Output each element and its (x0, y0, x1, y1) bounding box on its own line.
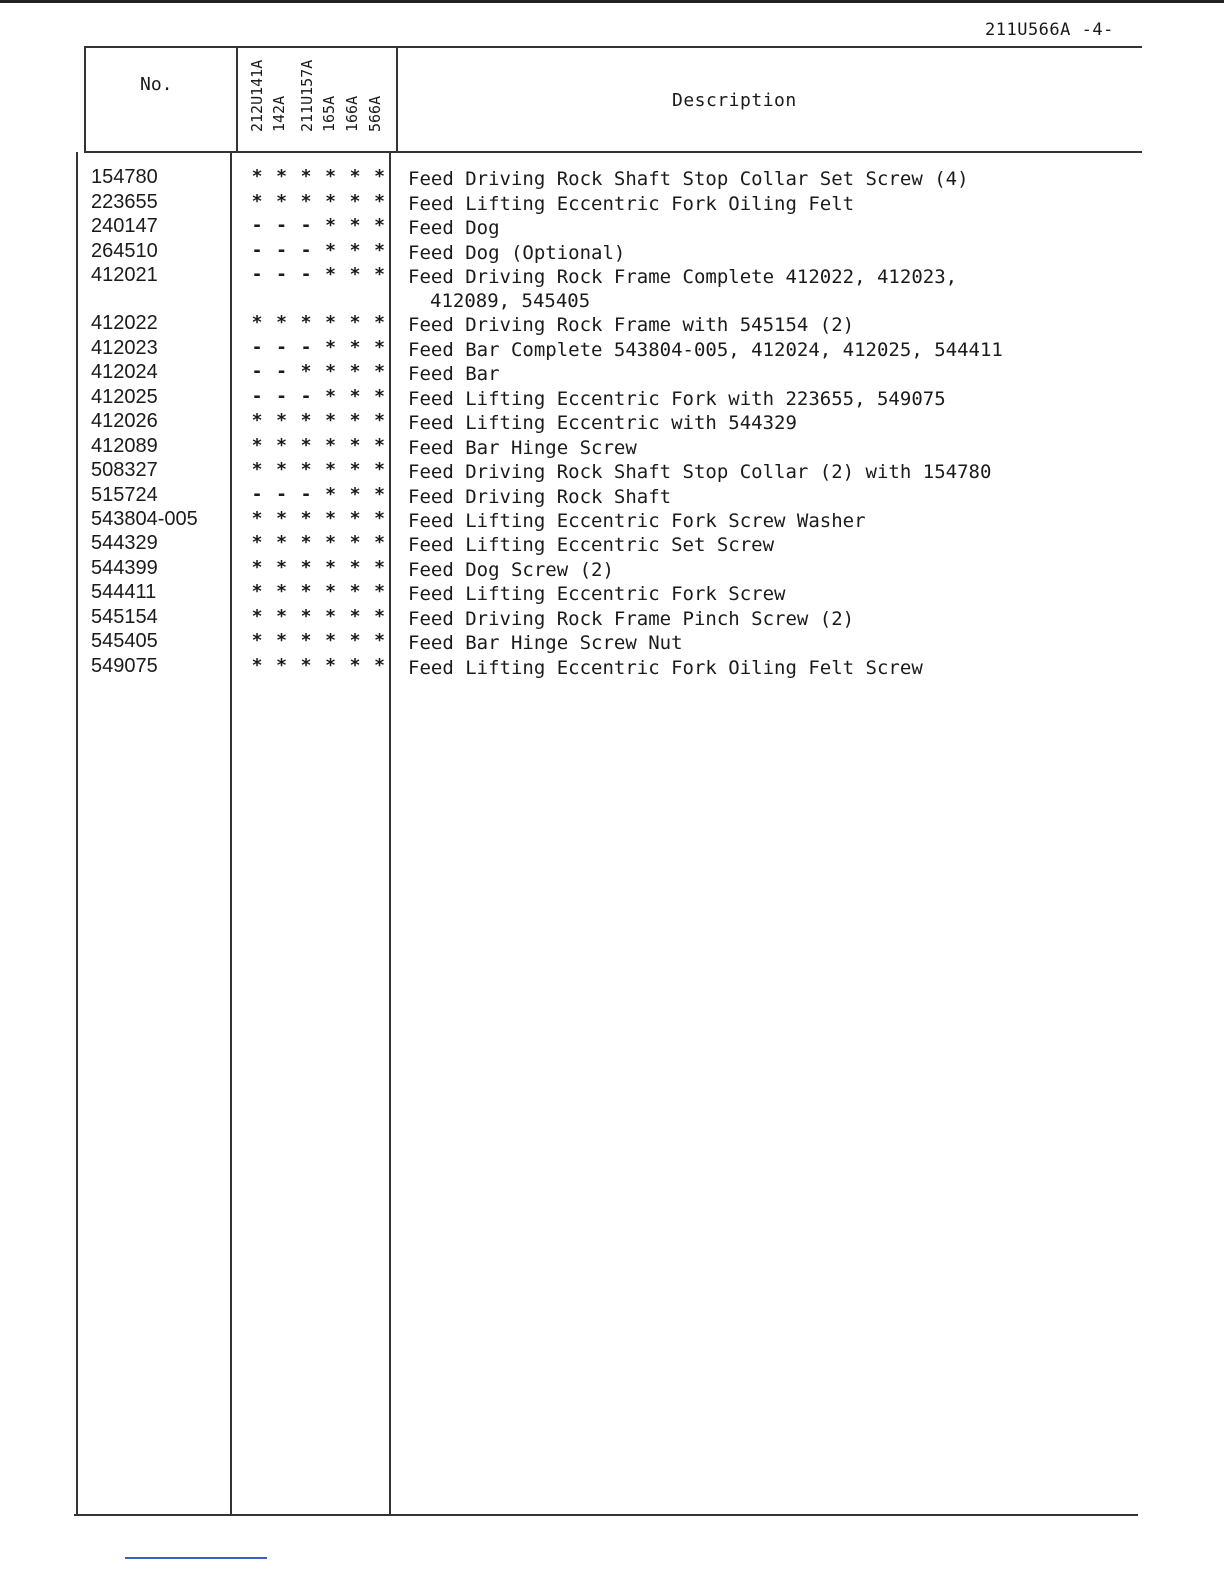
model-applicable-mark: * (251, 166, 263, 187)
model-not-applicable-mark: - (251, 484, 263, 505)
part-description: Feed Lifting Eccentric with 544329 (408, 412, 797, 434)
part-number: 545154 (91, 606, 158, 628)
part-description: Feed Dog (Optional) (408, 242, 626, 264)
part-description: Feed Bar Hinge Screw Nut (408, 632, 683, 654)
model-applicable-mark: * (349, 655, 361, 676)
model-header-5: 166A (343, 95, 361, 132)
model-marks (247, 581, 392, 605)
model-applicable-mark: * (276, 581, 287, 602)
model-applicable-mark: * (325, 484, 336, 505)
model-header-6: 566A (366, 95, 384, 132)
model-applicable-mark: * (276, 410, 287, 431)
model-applicable-mark: * (325, 386, 336, 407)
part-description: Feed Lifting Eccentric Fork Oiling Felt (408, 193, 855, 215)
model-applicable-mark: * (374, 508, 385, 529)
table-row (0, 557, 1140, 581)
table-row (0, 337, 1140, 361)
model-applicable-mark: * (251, 508, 263, 529)
part-description: Feed Driving Rock Frame Pinch Screw (2) (408, 608, 855, 630)
model-applicable-mark: * (374, 630, 385, 651)
part-description: Feed Dog (408, 217, 500, 239)
part-description-continued: 412089, 545405 (430, 290, 591, 312)
model-not-applicable-mark: - (276, 386, 287, 407)
part-number: 412024 (91, 361, 158, 383)
model-applicable-mark: * (276, 435, 287, 456)
part-number: 412021 (91, 264, 158, 286)
model-applicable-mark: * (349, 484, 361, 505)
model-applicable-mark: * (349, 191, 361, 212)
model-applicable-mark: * (325, 532, 336, 553)
model-applicable-mark: * (251, 557, 263, 578)
table-row (0, 655, 1140, 679)
model-applicable-mark: * (374, 337, 385, 358)
part-number: 515724 (91, 484, 158, 506)
part-description: Feed Bar (408, 363, 500, 385)
model-applicable-mark: * (349, 410, 361, 431)
model-header-2: 142A (270, 95, 288, 132)
model-marks (247, 484, 392, 508)
model-marks (247, 606, 392, 630)
part-description: Feed Lifting Eccentric Set Screw (408, 534, 775, 556)
model-applicable-mark: * (300, 166, 312, 187)
table-row (0, 459, 1140, 483)
model-applicable-mark: * (300, 581, 312, 602)
model-applicable-mark: * (374, 459, 385, 480)
model-applicable-mark: * (349, 240, 361, 261)
model-not-applicable-mark: - (276, 337, 287, 358)
model-applicable-mark: * (251, 410, 263, 431)
model-marks (247, 361, 392, 385)
model-applicable-mark: * (349, 532, 361, 553)
model-applicable-mark: * (349, 386, 361, 407)
model-marks (247, 630, 392, 654)
part-description: Feed Dog Screw (2) (408, 559, 614, 581)
model-applicable-mark: * (276, 191, 287, 212)
model-applicable-mark: * (374, 264, 385, 285)
model-applicable-mark: * (300, 410, 312, 431)
model-applicable-mark: * (349, 337, 361, 358)
part-description: Feed Driving Rock Frame Complete 412022, 412023, (408, 266, 958, 288)
model-marks (247, 312, 392, 336)
model-not-applicable-mark: - (276, 215, 287, 236)
header-bottom-border (84, 151, 1142, 153)
model-marks (247, 215, 392, 239)
footer-link-underline (125, 1557, 267, 1559)
model-applicable-mark: * (300, 361, 312, 382)
model-marks (247, 191, 392, 215)
model-marks (247, 337, 392, 361)
table-row (0, 191, 1140, 215)
model-applicable-mark: * (251, 606, 263, 627)
model-applicable-mark: * (300, 532, 312, 553)
model-applicable-mark: * (300, 606, 312, 627)
part-description: Feed Bar Complete 543804-005, 412024, 412025, 544411 (408, 339, 1003, 361)
model-marks (247, 508, 392, 532)
table-row (0, 166, 1140, 190)
model-applicable-mark: * (374, 361, 385, 382)
model-applicable-mark: * (276, 532, 287, 553)
model-applicable-mark: * (325, 264, 336, 285)
model-applicable-mark: * (276, 630, 287, 651)
table-row (0, 410, 1140, 434)
model-applicable-mark: * (300, 191, 312, 212)
model-applicable-mark: * (349, 557, 361, 578)
model-applicable-mark: * (374, 240, 385, 261)
model-applicable-mark: * (374, 312, 385, 333)
model-applicable-mark: * (374, 606, 385, 627)
part-description: Feed Lifting Eccentric Fork Screw (408, 583, 786, 605)
model-applicable-mark: * (325, 361, 336, 382)
model-applicable-mark: * (349, 215, 361, 236)
model-applicable-mark: * (349, 435, 361, 456)
part-description: Feed Driving Rock Frame with 545154 (2) (408, 314, 855, 336)
table-row (0, 532, 1140, 556)
model-applicable-mark: * (349, 630, 361, 651)
model-applicable-mark: * (349, 459, 361, 480)
model-applicable-mark: * (349, 606, 361, 627)
table-row (0, 606, 1140, 630)
page-id: 211U566A -4- (985, 20, 1114, 40)
part-number: 240147 (91, 215, 158, 237)
model-applicable-mark: * (251, 191, 263, 212)
model-applicable-mark: * (325, 630, 336, 651)
model-applicable-mark: * (325, 337, 336, 358)
model-applicable-mark: * (374, 215, 385, 236)
model-not-applicable-mark: - (251, 215, 263, 236)
model-marks (247, 386, 392, 410)
model-applicable-mark: * (325, 191, 336, 212)
part-description: Feed Lifting Eccentric Fork Screw Washer (408, 510, 866, 532)
model-marks (247, 166, 392, 190)
model-applicable-mark: * (276, 606, 287, 627)
model-applicable-mark: * (251, 532, 263, 553)
part-number: 544399 (91, 557, 158, 579)
model-applicable-mark: * (300, 459, 312, 480)
model-applicable-mark: * (325, 312, 336, 333)
model-applicable-mark: * (374, 557, 385, 578)
no-column-divider (236, 46, 238, 152)
model-applicable-mark: * (325, 606, 336, 627)
model-applicable-mark: * (276, 655, 287, 676)
part-number: 545405 (91, 630, 158, 652)
model-applicable-mark: * (251, 581, 263, 602)
model-applicable-mark: * (374, 410, 385, 431)
table-row (0, 581, 1140, 605)
model-applicable-mark: * (325, 240, 336, 261)
model-applicable-mark: * (374, 166, 385, 187)
model-not-applicable-mark: - (251, 264, 263, 285)
table-row (0, 361, 1140, 385)
part-number: 223655 (91, 191, 158, 213)
model-not-applicable-mark: - (300, 215, 312, 236)
model-applicable-mark: * (349, 508, 361, 529)
model-applicable-mark: * (325, 215, 336, 236)
model-applicable-mark: * (349, 361, 361, 382)
table-row (0, 386, 1140, 410)
model-not-applicable-mark: - (276, 361, 287, 382)
table-row (0, 508, 1140, 532)
part-description: Feed Lifting Eccentric Fork with 223655, 549075 (408, 388, 946, 410)
model-applicable-mark: * (349, 264, 361, 285)
part-description: Feed Driving Rock Shaft Stop Collar Set Screw (4) (408, 168, 969, 190)
model-applicable-mark: * (325, 581, 336, 602)
model-marks (247, 557, 392, 581)
model-applicable-mark: * (374, 581, 385, 602)
part-number: 412089 (91, 435, 158, 457)
model-applicable-mark: * (300, 557, 312, 578)
models-column-divider (396, 46, 398, 152)
model-applicable-mark: * (325, 435, 336, 456)
model-applicable-mark: * (349, 312, 361, 333)
model-marks (247, 240, 392, 264)
model-applicable-mark: * (374, 532, 385, 553)
model-not-applicable-mark: - (276, 240, 287, 261)
table-row (0, 312, 1140, 336)
model-not-applicable-mark: - (276, 484, 287, 505)
part-number: 412023 (91, 337, 158, 359)
no-column-header: No. (140, 74, 173, 95)
model-marks (247, 410, 392, 434)
model-applicable-mark: * (251, 435, 263, 456)
model-not-applicable-mark: - (300, 484, 312, 505)
top-rule (0, 0, 1224, 3)
model-applicable-mark: * (349, 166, 361, 187)
model-marks (247, 459, 392, 483)
part-description: Feed Driving Rock Shaft (408, 486, 672, 508)
model-applicable-mark: * (374, 655, 385, 676)
model-applicable-mark: * (276, 508, 287, 529)
model-marks (247, 264, 392, 288)
model-applicable-mark: * (251, 459, 263, 480)
model-applicable-mark: * (300, 655, 312, 676)
model-applicable-mark: * (325, 410, 336, 431)
table-bottom-border (74, 1514, 1138, 1516)
model-applicable-mark: * (276, 312, 287, 333)
model-marks (247, 435, 392, 459)
model-not-applicable-mark: - (251, 240, 263, 261)
part-number: 543804-005 (91, 508, 198, 530)
part-description: Feed Bar Hinge Screw (408, 437, 637, 459)
model-applicable-mark: * (276, 557, 287, 578)
model-applicable-mark: * (325, 557, 336, 578)
model-applicable-mark: * (276, 459, 287, 480)
model-not-applicable-mark: - (300, 240, 312, 261)
model-applicable-mark: * (374, 191, 385, 212)
part-number: 412022 (91, 312, 158, 334)
model-not-applicable-mark: - (251, 337, 263, 358)
model-applicable-mark: * (300, 435, 312, 456)
model-applicable-mark: * (251, 655, 263, 676)
model-applicable-mark: * (374, 435, 385, 456)
model-applicable-mark: * (251, 312, 263, 333)
model-not-applicable-mark: - (300, 337, 312, 358)
model-header-3: 211U157A (298, 59, 316, 132)
model-not-applicable-mark: - (251, 361, 263, 382)
model-applicable-mark: * (300, 630, 312, 651)
model-applicable-mark: * (374, 484, 385, 505)
model-not-applicable-mark: - (300, 386, 312, 407)
table-row (0, 630, 1140, 654)
part-number: 544329 (91, 532, 158, 554)
model-marks (247, 655, 392, 679)
part-number: 549075 (91, 655, 158, 677)
part-description: Feed Driving Rock Shaft Stop Collar (2) with 154780 (408, 461, 992, 483)
table-row (0, 264, 1140, 312)
part-number: 154780 (91, 166, 158, 188)
table-top-border (84, 46, 1142, 48)
description-column-header: Description (672, 90, 797, 111)
model-marks (247, 532, 392, 556)
part-number: 412025 (91, 386, 158, 408)
part-number: 264510 (91, 240, 158, 262)
left-border (84, 46, 86, 152)
model-not-applicable-mark: - (276, 264, 287, 285)
model-applicable-mark: * (325, 459, 336, 480)
model-applicable-mark: * (325, 166, 336, 187)
model-applicable-mark: * (325, 655, 336, 676)
table-row (0, 484, 1140, 508)
table-row (0, 215, 1140, 239)
model-applicable-mark: * (325, 508, 336, 529)
model-applicable-mark: * (374, 386, 385, 407)
table-row (0, 240, 1140, 264)
model-applicable-mark: * (300, 508, 312, 529)
model-applicable-mark: * (349, 581, 361, 602)
model-applicable-mark: * (276, 166, 287, 187)
table-row (0, 435, 1140, 459)
model-not-applicable-mark: - (251, 386, 263, 407)
part-number: 412026 (91, 410, 158, 432)
model-header-4: 165A (320, 95, 338, 132)
part-number: 544411 (91, 581, 157, 603)
model-not-applicable-mark: - (300, 264, 312, 285)
model-header-1: 212U141A (248, 59, 266, 132)
part-number: 508327 (91, 459, 158, 481)
model-applicable-mark: * (300, 312, 312, 333)
model-applicable-mark: * (251, 630, 263, 651)
part-description: Feed Lifting Eccentric Fork Oiling Felt Screw (408, 657, 923, 679)
